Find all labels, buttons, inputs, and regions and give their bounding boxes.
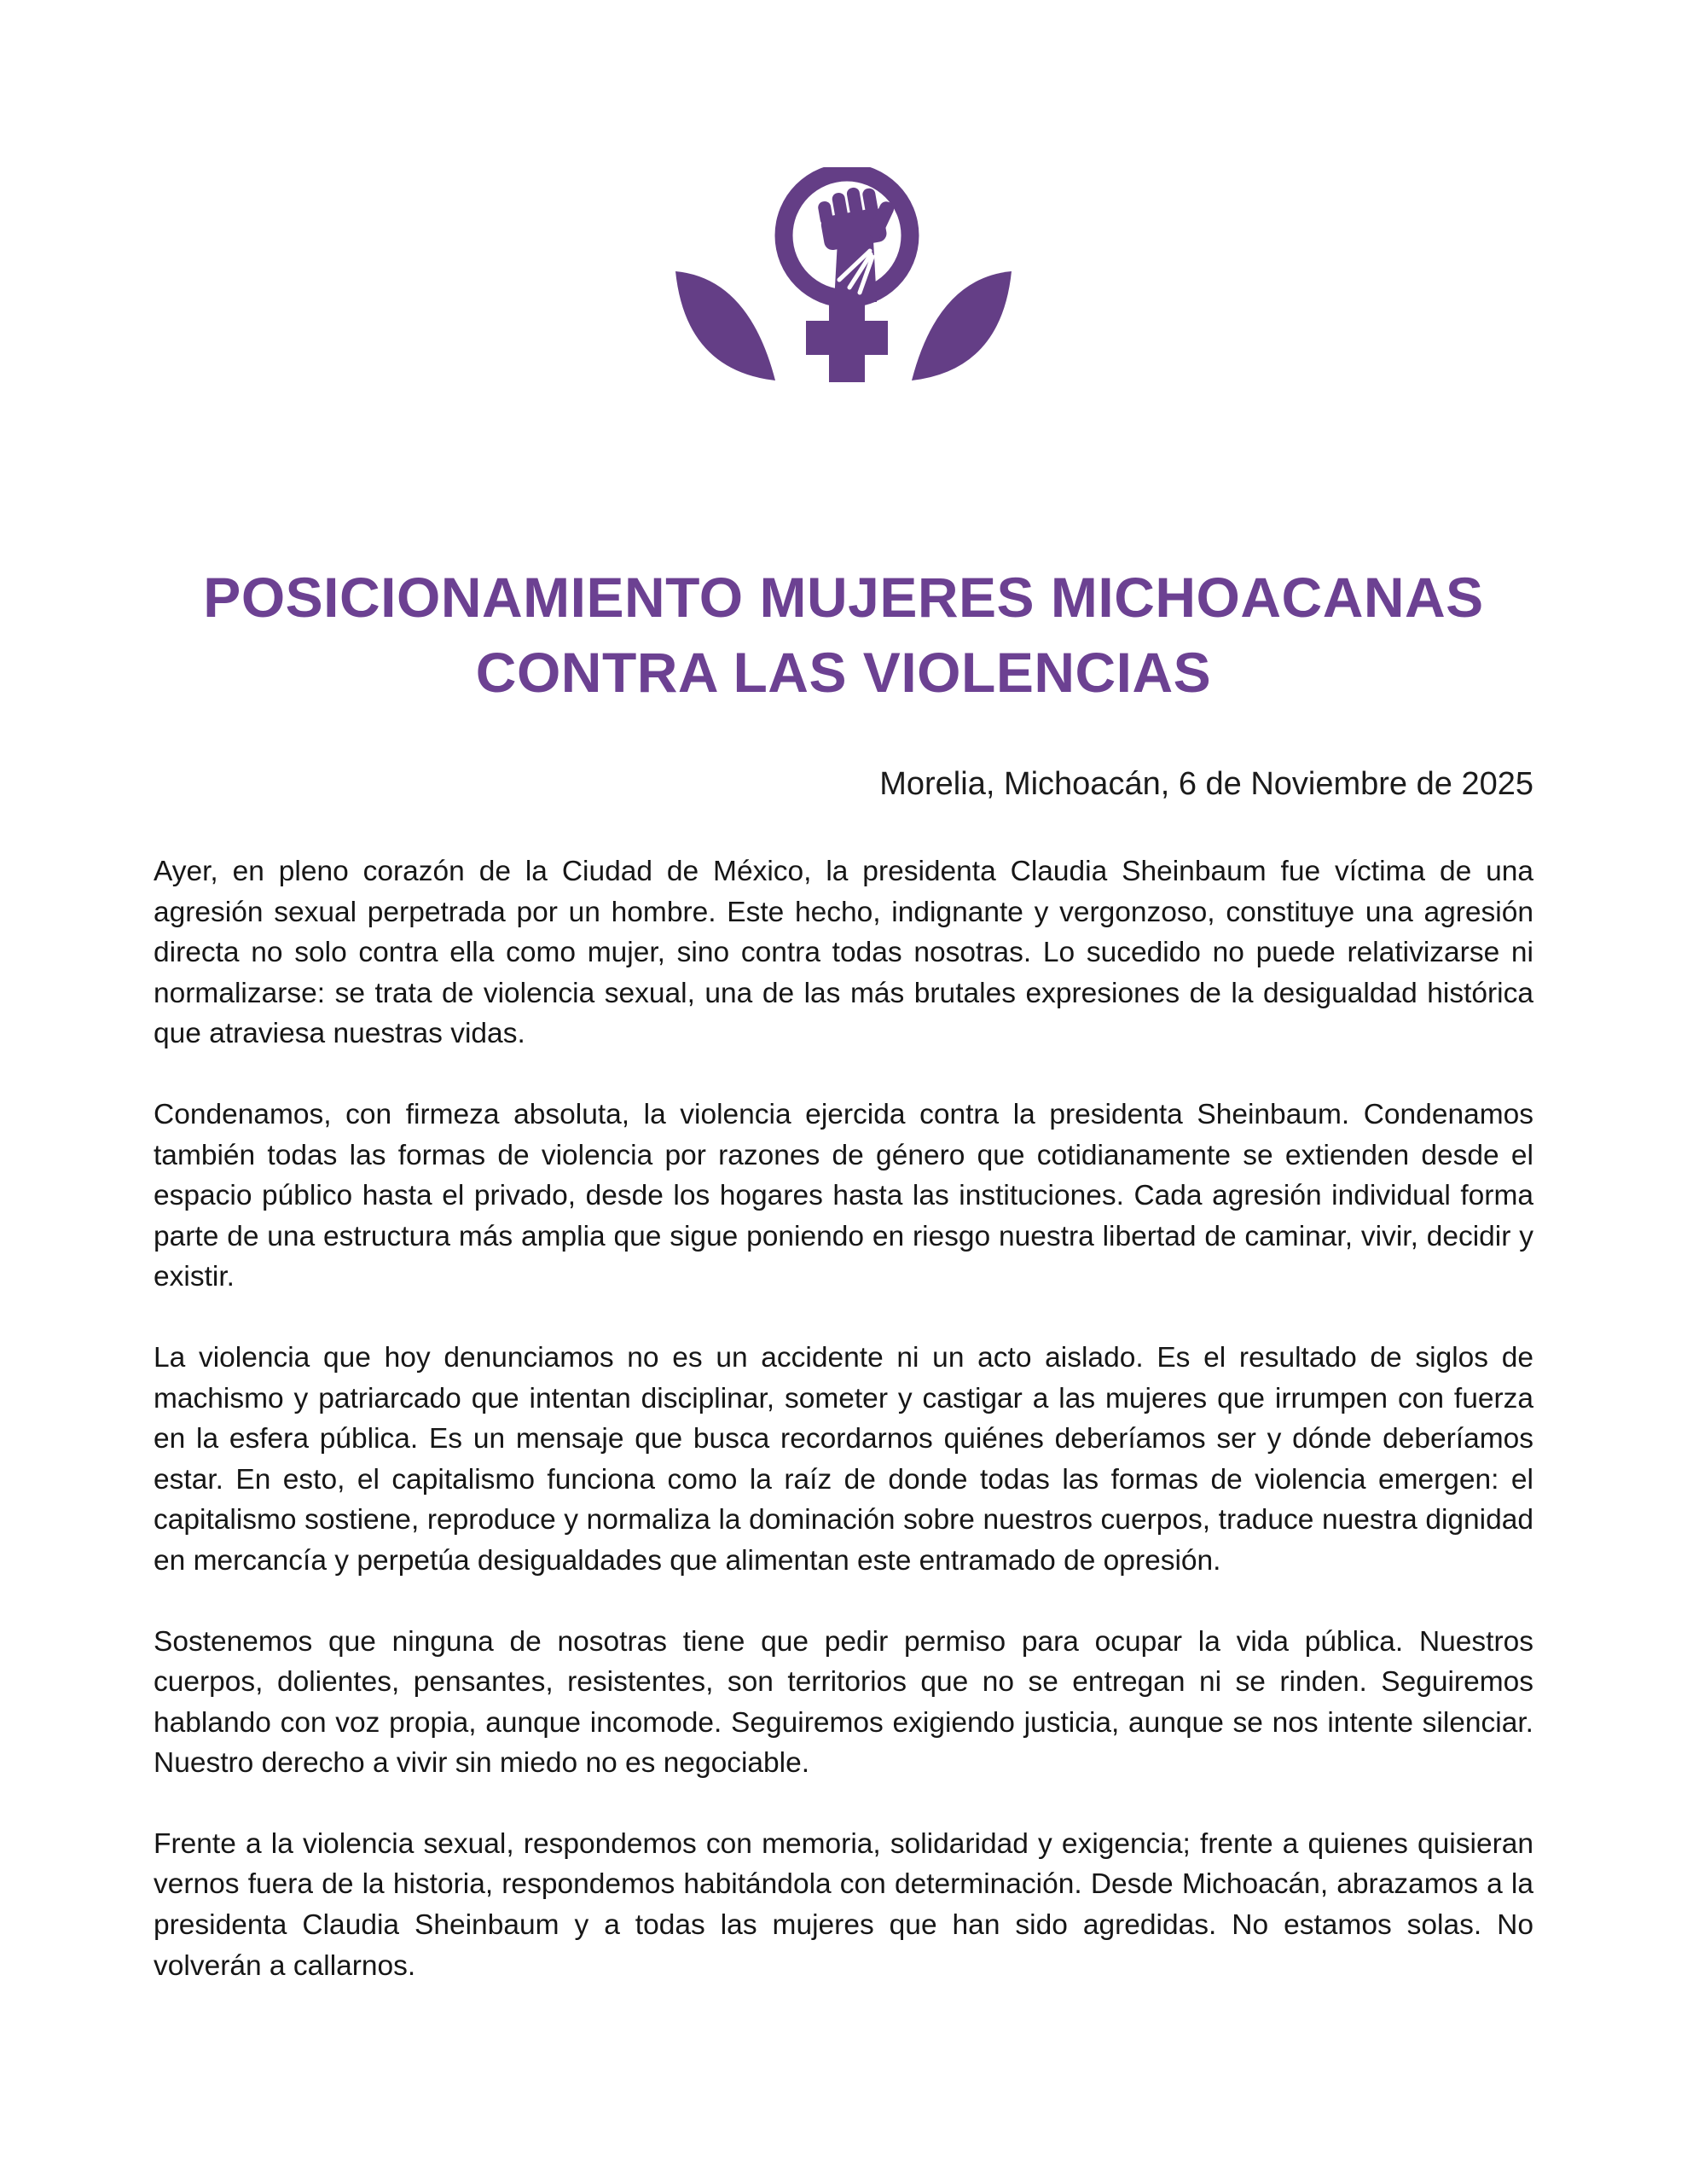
paragraph-5: Frente a la violencia sexual, respondemos con memoria, solidaridad y exigencia; frente a quienes quisieran vernos fuera de la historia, respondemos habitándola con determinación. Desde Michoacán, abrazamos a la presidenta Claudia Sheinbaum y a todas las mujeres que han sido agredidas. No estamos solas. No volverán a callarnos. [154, 1827, 1533, 1982]
paragraph-1: Ayer, en pleno corazón de la Ciudad de México, la presidenta Claudia Sheinbaum fue víctima de una agresión sexual perpetrada por un hombre. Este hecho, indignante y vergonzoso, constituye una agresión directa no solo contra ella como mujer, sino contra todas nosotras. Lo sucedido no puede relativizarse ni normalizarse: se trata de violencia sexual, una de las más brutales expresiones de la desigualdad histórica que atraviesa nuestras vidas. [154, 856, 1533, 1050]
logo-container [0, 0, 1687, 384]
left-leaf-icon [675, 271, 775, 380]
dateline: Morelia, Michoacán, 6 de Noviembre de 2025 [879, 766, 1533, 802]
right-leaf-icon [912, 271, 1012, 380]
document-body [154, 851, 1533, 1986]
paragraph-2: Condenamos, con firmeza absoluta, la violencia ejercida contra la presidenta Sheinbaum. Condenamos también todas las formas de violencia por razones de género que cotidianamente se extienden desde el espacio público hasta el privado, desde los hogares hasta las instituciones. Cada agresión individual forma parte de una estructura más amplia que sigue poniendo en riesgo nuestra libertad de caminar, vivir, decidir y existir. [154, 1098, 1533, 1293]
paragraph-4: Sostenemos que ninguna de nosotras tiene que pedir permiso para ocupar la vida pública. Nuestros cuerpos, dolientes, pensantes, resistentes, son territorios que no se entregan ni se rinden. Seguiremos hablando con voz propia, aunque incomode. Seguiremos exigiendo justicia, aunque se nos intente silenciar. Nuestro derecho a vivir sin miedo no es negociable. [154, 1625, 1533, 1780]
page-title-line-1: POSICIONAMIENTO MUJERES MICHOACANAS [203, 566, 1484, 629]
feminist-fist-venus-leaves-icon [664, 167, 1023, 384]
page-title [154, 560, 1533, 710]
paragraph-3: La violencia que hoy denunciamos no es un accidente ni un acto aislado. Es el resultado de siglos de machismo y patriarcado que intentan disciplinar, someter y castigar a las mujeres que irrumpen con fuerza en la esfera pública. Es un mensaje que busca recordarnos quiénes deberíamos ser y dónde deberíamos estar. En esto, el capitalismo funciona como la raíz de donde todas las formas de violencia emergen: el capitalismo sostiene, reproduce y normaliza la dominación sobre nuestros cuerpos, traduce nuestra dignidad en mercancía y perpetúa desigualdades que alimentan este entramado de opresión. [154, 1341, 1533, 1577]
page-title-line-2: CONTRA LAS VIOLENCIAS [475, 641, 1212, 704]
